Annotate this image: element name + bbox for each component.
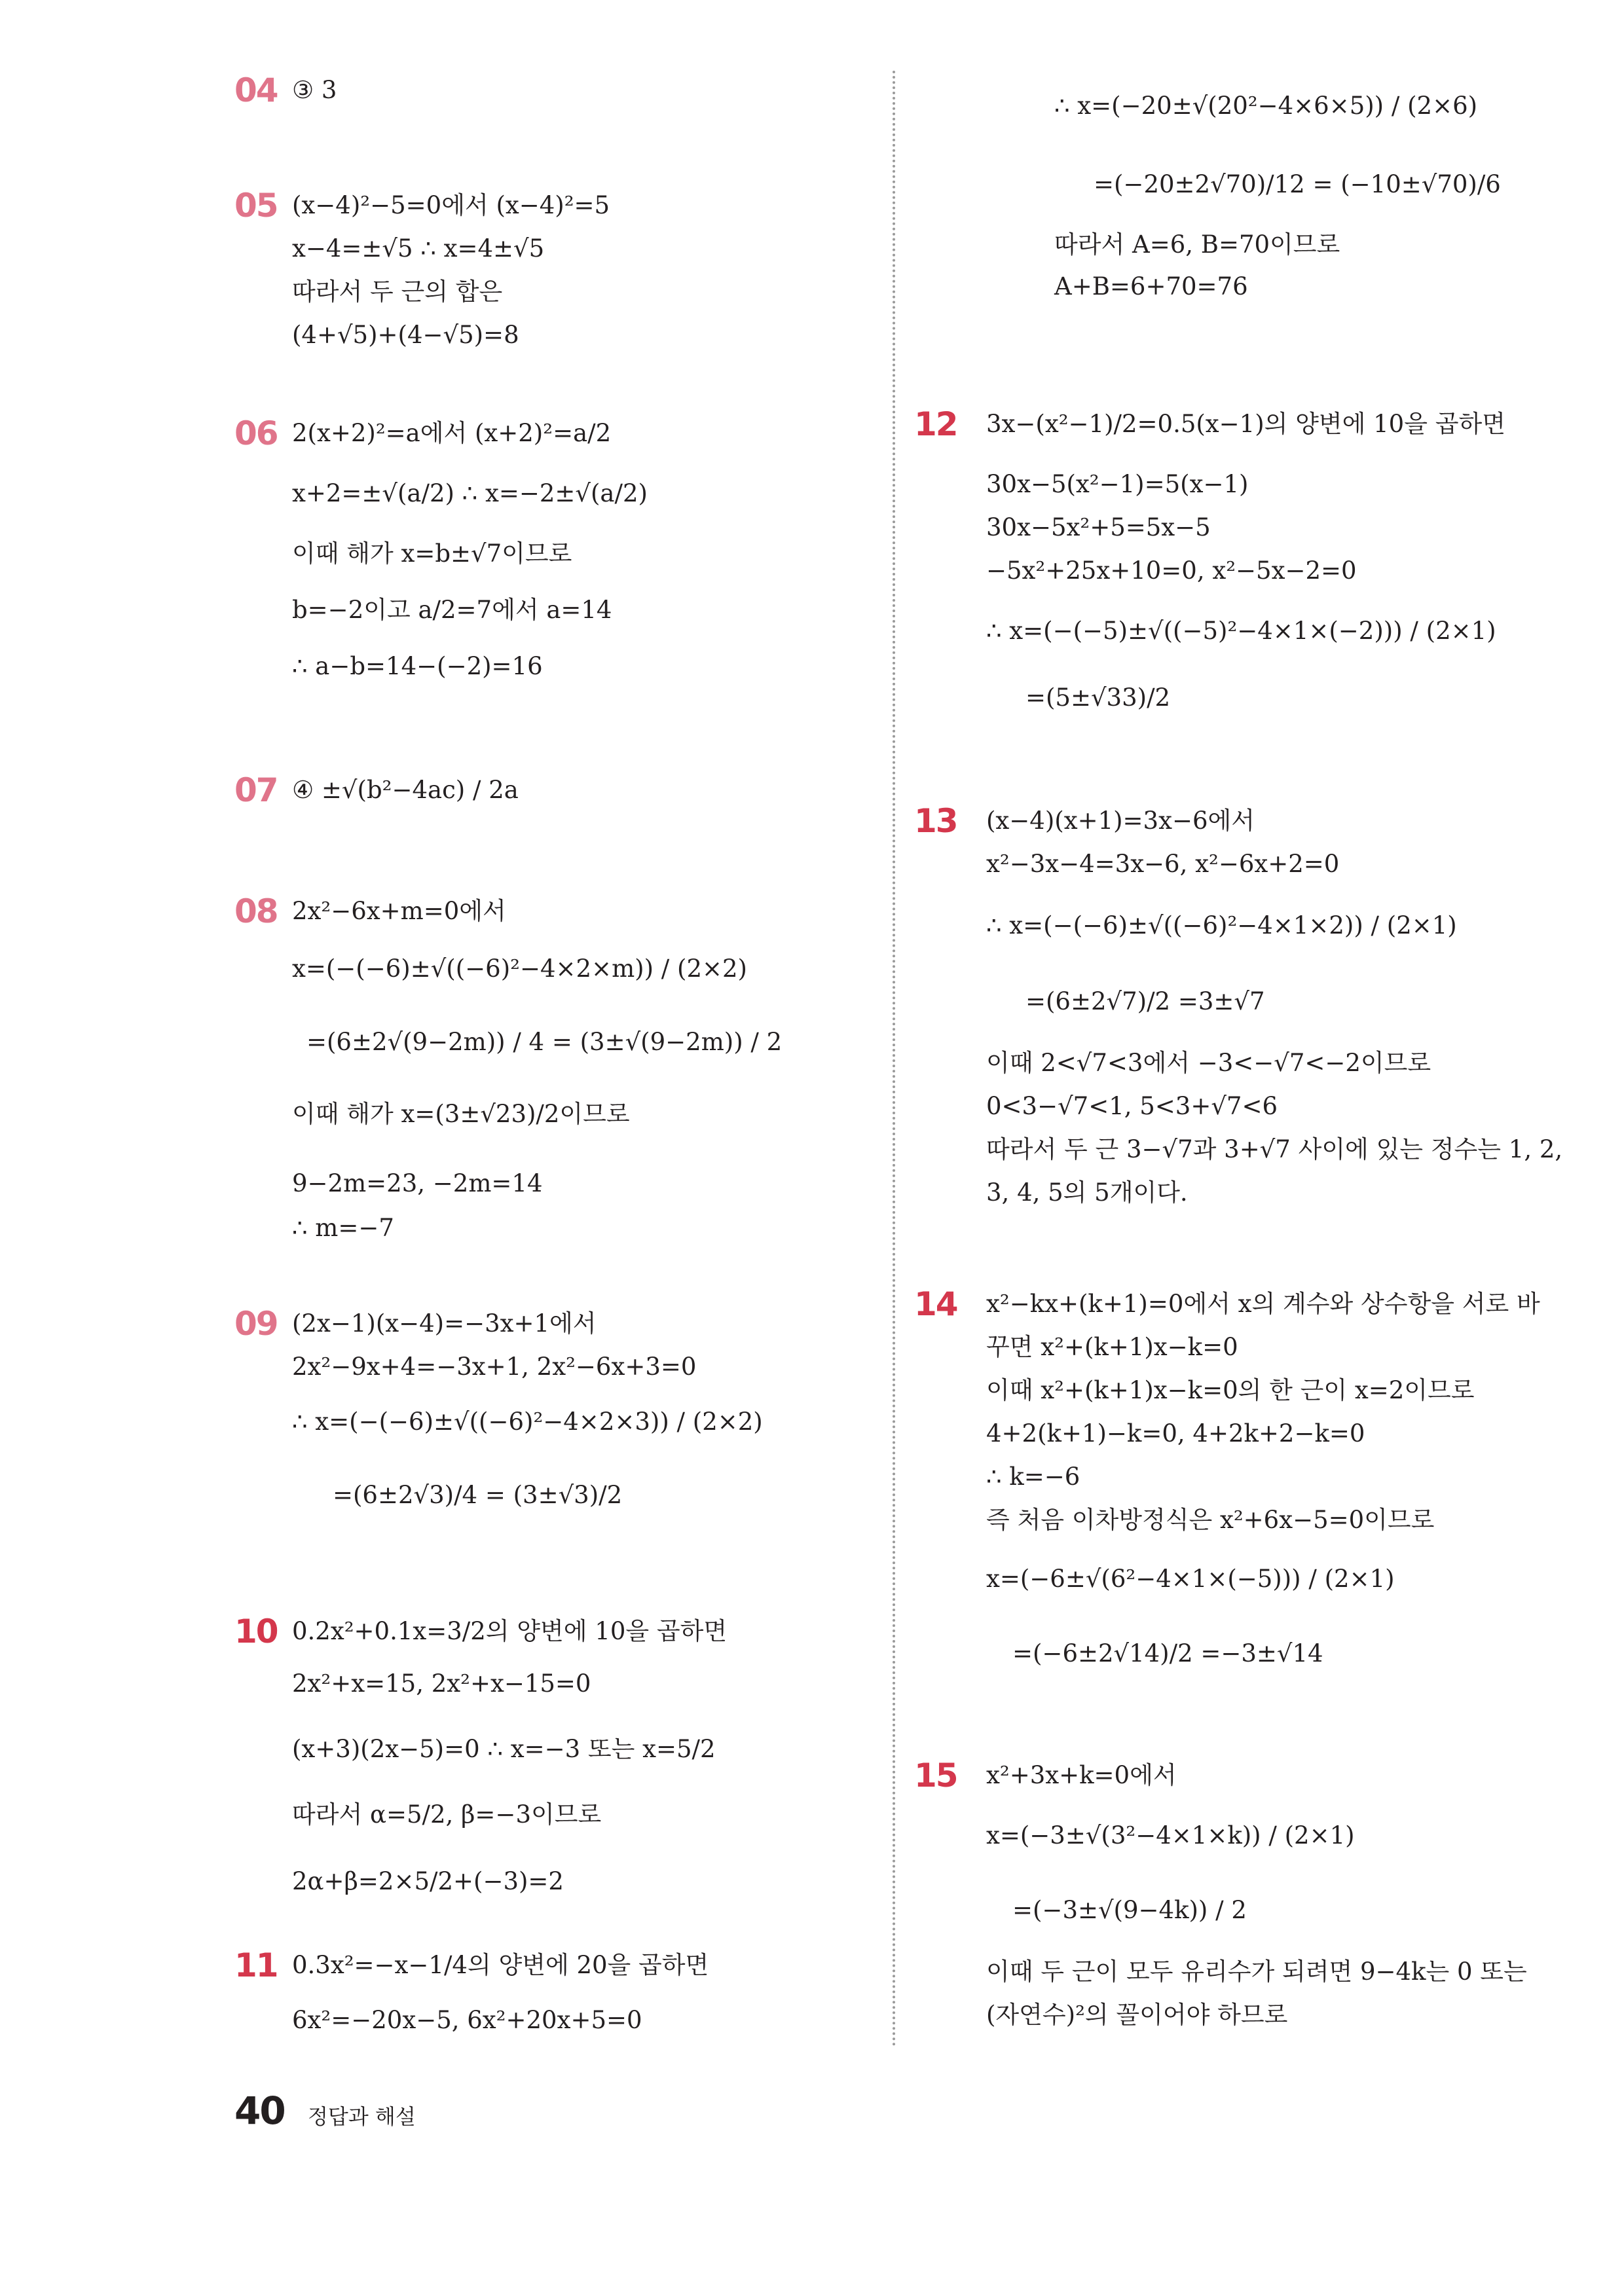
solution-line: =(6±2√(9−2m)) / 4 = (3±√(9−2m)) / 2 — [306, 1028, 783, 1056]
solution-line: (x−4)(x+1)=3x−6에서 — [986, 807, 1255, 835]
problem-number: 11 — [234, 1946, 278, 1984]
solution-line: 3x−(x²−1)/2=0.5(x−1)의 양변에 10을 곱하면 — [986, 410, 1505, 438]
problem-number: 09 — [234, 1305, 278, 1343]
solution-line: x²+3x+k=0에서 — [986, 1761, 1177, 1789]
solution-line: 이때 두 근이 모두 유리수가 되려면 9−4k는 0 또는 — [986, 1958, 1527, 1986]
solution-line: 6x²=−20x−5, 6x²+20x+5=0 — [292, 2006, 642, 2034]
solution-line: −5x²+25x+10=0, x²−5x−2=0 — [986, 556, 1357, 585]
solution-line: 2x²−6x+m=0에서 — [292, 897, 506, 925]
solution-line: 2α+β=2×5/2+(−3)=2 — [292, 1867, 564, 1895]
solution-line: ∴ m=−7 — [292, 1214, 394, 1242]
solution-line: =(−20±2√70)/12 = (−10±√70)/6 — [1094, 170, 1501, 198]
problem-number: 08 — [234, 892, 278, 930]
problem-number: 14 — [914, 1285, 957, 1323]
solution-line: (x+3)(2x−5)=0 ∴ x=−3 또는 x=5/2 — [292, 1735, 716, 1763]
answer-line: ③ 3 — [292, 76, 337, 104]
solution-line: x+2=±√(a/2) ∴ x=−2±√(a/2) — [292, 479, 648, 507]
problem-number: 13 — [914, 802, 957, 840]
problem-number: 10 — [234, 1613, 278, 1650]
problem-number: 07 — [234, 771, 278, 809]
solution-line: 꾸면 x²+(k+1)x−k=0 — [986, 1333, 1238, 1361]
solution-line: 이때 해가 x=b±√7이므로 — [292, 539, 572, 568]
solution-line: 3, 4, 5의 5개이다. — [986, 1178, 1188, 1207]
solution-line: 0<3−√7<1, 5<3+√7<6 — [986, 1092, 1278, 1120]
solution-line: 4+2(k+1)−k=0, 4+2k+2−k=0 — [986, 1419, 1365, 1448]
column-divider — [893, 71, 895, 2048]
solution-line: 30x−5(x²−1)=5(x−1) — [986, 470, 1249, 498]
solution-line: 0.2x²+0.1x=3/2의 양변에 10을 곱하면 — [292, 1617, 728, 1645]
solution-line: =(5±√33)/2 — [1025, 683, 1171, 712]
solution-line: x=(−3±√(3²−4×1×k)) / (2×1) — [986, 1821, 1355, 1850]
problem-number: 06 — [234, 414, 278, 452]
solution-line: x−4=±√5 ∴ x=4±√5 — [292, 234, 545, 263]
solution-line: 이때 x²+(k+1)x−k=0의 한 근이 x=2이므로 — [986, 1376, 1475, 1404]
solution-line: ∴ x=(−20±√(20²−4×6×5)) / (2×6) — [1054, 92, 1478, 120]
solution-line: A+B=6+70=76 — [1054, 272, 1248, 301]
solution-line: ∴ a−b=14−(−2)=16 — [292, 652, 543, 680]
footer-label: 정답과 해설 — [308, 2104, 416, 2129]
solution-line: 즉 처음 이차방정식은 x²+6x−5=0이므로 — [986, 1506, 1435, 1534]
problem-number: 12 — [914, 405, 957, 443]
solution-line: x²−kx+(k+1)=0에서 x의 계수와 상수항을 서로 바 — [986, 1290, 1540, 1318]
solution-line: =(−6±2√14)/2 =−3±√14 — [1012, 1639, 1323, 1667]
solution-line: 2x²+x=15, 2x²+x−15=0 — [292, 1669, 591, 1698]
solution-line: (4+√5)+(4−√5)=8 — [292, 321, 519, 349]
answer-line: ④ ±√(b²−4ac) / 2a — [292, 776, 519, 804]
solution-line: ∴ x=(−(−6)±√((−6)²−4×2×3)) / (2×2) — [292, 1408, 763, 1436]
solution-line: 2x²−9x+4=−3x+1, 2x²−6x+3=0 — [292, 1353, 697, 1381]
solution-line: 따라서 α=5/2, β=−3이므로 — [292, 1800, 602, 1829]
problem-number: 04 — [234, 71, 278, 109]
solution-line: ∴ x=(−(−6)±√((−6)²−4×1×2)) / (2×1) — [986, 911, 1457, 939]
solution-line: =(6±2√3)/4 = (3±√3)/2 — [333, 1481, 623, 1509]
solution-line: 따라서 두 근 3−√7과 3+√7 사이에 있는 정수는 1, 2, — [986, 1135, 1563, 1163]
solution-line: =(6±2√7)/2 =3±√7 — [1025, 987, 1265, 1015]
solution-line: ∴ x=(−(−5)±√((−5)²−4×1×(−2))) / (2×1) — [986, 617, 1496, 645]
solution-line: 0.3x²=−x−1/4의 양변에 20을 곱하면 — [292, 1951, 709, 1979]
solution-line: 2(x+2)²=a에서 (x+2)²=a/2 — [292, 419, 612, 447]
solution-line: x=(−(−6)±√((−6)²−4×2×m)) / (2×2) — [292, 955, 747, 983]
solution-line: 따라서 A=6, B=70이므로 — [1054, 230, 1340, 259]
solution-line: 30x−5x²+5=5x−5 — [986, 513, 1211, 541]
solution-line: =(−3±√(9−4k)) / 2 — [1012, 1896, 1247, 1924]
solution-line: (자연수)²의 꼴이어야 하므로 — [986, 2001, 1288, 2029]
page-number: 40 — [234, 2088, 285, 2133]
solution-line: x=(−6±√(6²−4×1×(−5))) / (2×1) — [986, 1565, 1395, 1593]
solution-line: b=−2이고 a/2=7에서 a=14 — [292, 596, 612, 624]
solution-line: 따라서 두 근의 합은 — [292, 278, 503, 306]
solution-line: 이때 2<√7<3에서 −3<−√7<−2이므로 — [986, 1049, 1431, 1077]
solution-line: (x−4)²−5=0에서 (x−4)²=5 — [292, 191, 610, 219]
problem-number: 05 — [234, 187, 278, 225]
solution-line: x²−3x−4=3x−6, x²−6x+2=0 — [986, 850, 1340, 878]
problem-number: 15 — [914, 1757, 957, 1795]
solution-line: 9−2m=23, −2m=14 — [292, 1169, 543, 1197]
solution-line: ∴ k=−6 — [986, 1463, 1080, 1491]
solution-line: (2x−1)(x−4)=−3x+1에서 — [292, 1309, 597, 1338]
solution-line: 이때 해가 x=(3±√23)/2이므로 — [292, 1100, 630, 1128]
